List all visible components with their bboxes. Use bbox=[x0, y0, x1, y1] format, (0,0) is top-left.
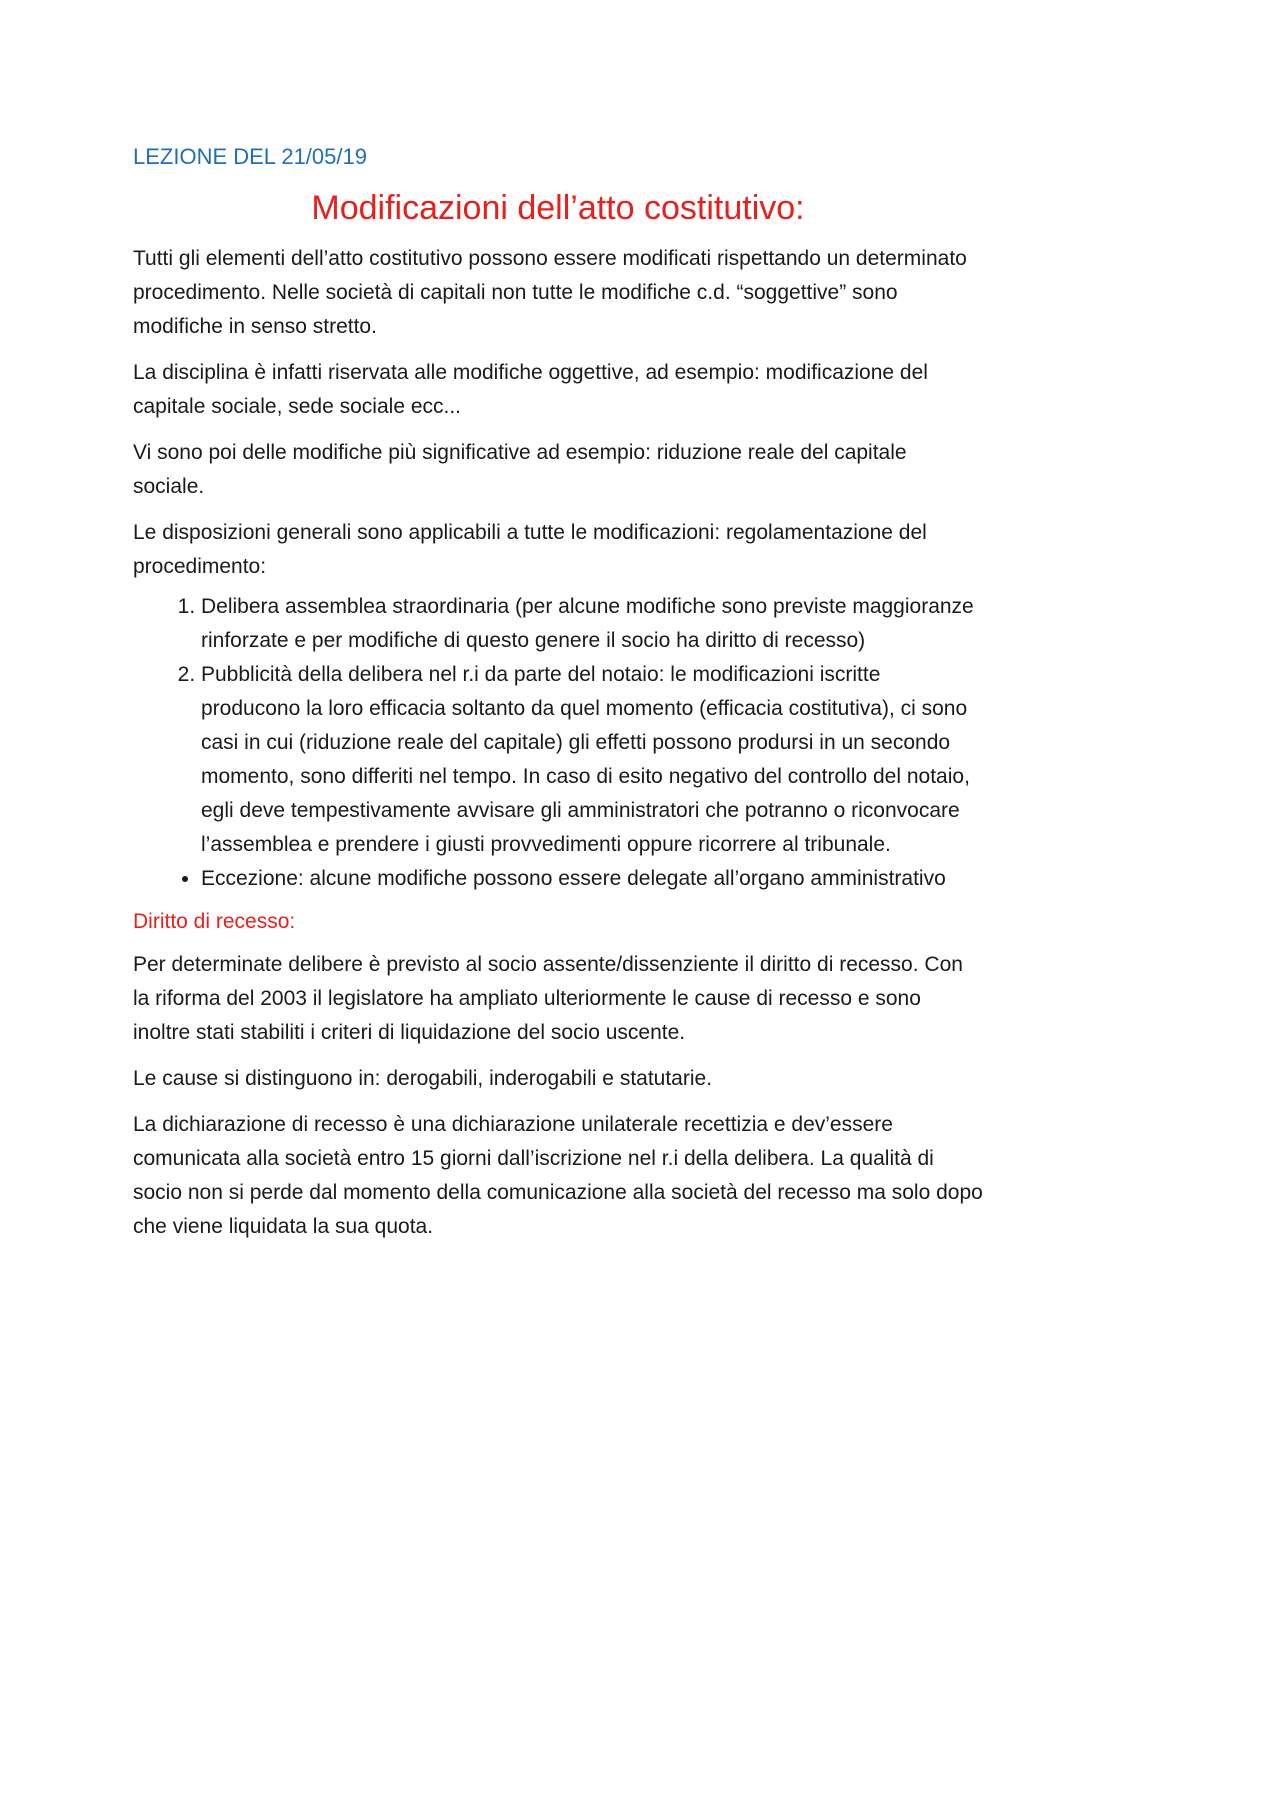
recesso-paragraph: Le cause si distinguono in: derogabili, inderogabili e statutarie. bbox=[133, 1067, 713, 1090]
procedure-step: 2. Pubblicità della delibera nel r.i da parte del notaio: le modificazioni iscritte producono la loro efficacia soltanto da quel momento (efficacia costitutiva), ci sono casi in cui (riduzione reale del capitale) gli effetti possono prodursi in un secondo momento, sono differiti nel tempo. In caso di esito negativo del controllo del notaio, egli deve tempestivamente avvisare gli amministratori che potranno o riconvocare l’assemblea e prendere i giusti provvedimenti oppure ricorrere al tribunale. bbox=[201, 658, 983, 862]
recesso-paragraph: La dichiarazione di recesso è una dichiarazione unilaterale recettizia e dev’essere comunicata alla società entro 15 giorni dall’iscrizione nel r.i della delibera. La qualità di socio non si perde dal momento della comunicazione alla società del recesso ma solo dopo che viene liquidata la sua quota. bbox=[133, 1113, 983, 1238]
intro-paragraph: Vi sono poi delle modifiche più significative ad esempio: riduzione reale del capitale sociale. bbox=[133, 441, 907, 498]
intro-paragraph: Tutti gli elementi dell’atto costitutivo possono essere modificati rispettando un determinato procedimento. Nelle società di capitali non tutte le modifiche c.d. “soggettive” sono modifiche in senso stretto. bbox=[133, 247, 967, 338]
recesso-paragraph: Per determinate delibere è previsto al socio assente/dissenziente il diritto di recesso. Con la riforma del 2003 il legislatore ha ampliato ulteriormente le cause di recesso e sono inoltre stati stabiliti i criteri di liquidazione del socio uscente. bbox=[133, 953, 963, 1044]
exception-list bbox=[133, 862, 983, 896]
page-title: Modificazioni dell’atto costitutivo: bbox=[311, 189, 805, 227]
intro-paragraph: Le disposizioni generali sono applicabili a tutte le modificazioni: regolamentazione del procedimento: bbox=[133, 521, 927, 578]
section-title-recesso: Diritto di recesso: bbox=[133, 910, 296, 933]
lesson-date: LEZIONE DEL 21/05/19 bbox=[133, 144, 367, 169]
exception-bullet: • Eccezione: alcune modifiche possono essere delegate all’organo amministrativo bbox=[201, 862, 983, 896]
procedure-step: 1. Delibera assemblea straordinaria (per alcune modifiche sono previste maggioranze rinforzate e per modifiche di questo genere il socio ha diritto di recesso) bbox=[201, 590, 983, 658]
document-page bbox=[133, 132, 983, 1256]
procedure-steps-list bbox=[133, 590, 983, 862]
intro-paragraph: La disciplina è infatti riservata alle modifiche oggettive, ad esempio: modificazione del capitale sociale, sede sociale ecc... bbox=[133, 361, 928, 418]
